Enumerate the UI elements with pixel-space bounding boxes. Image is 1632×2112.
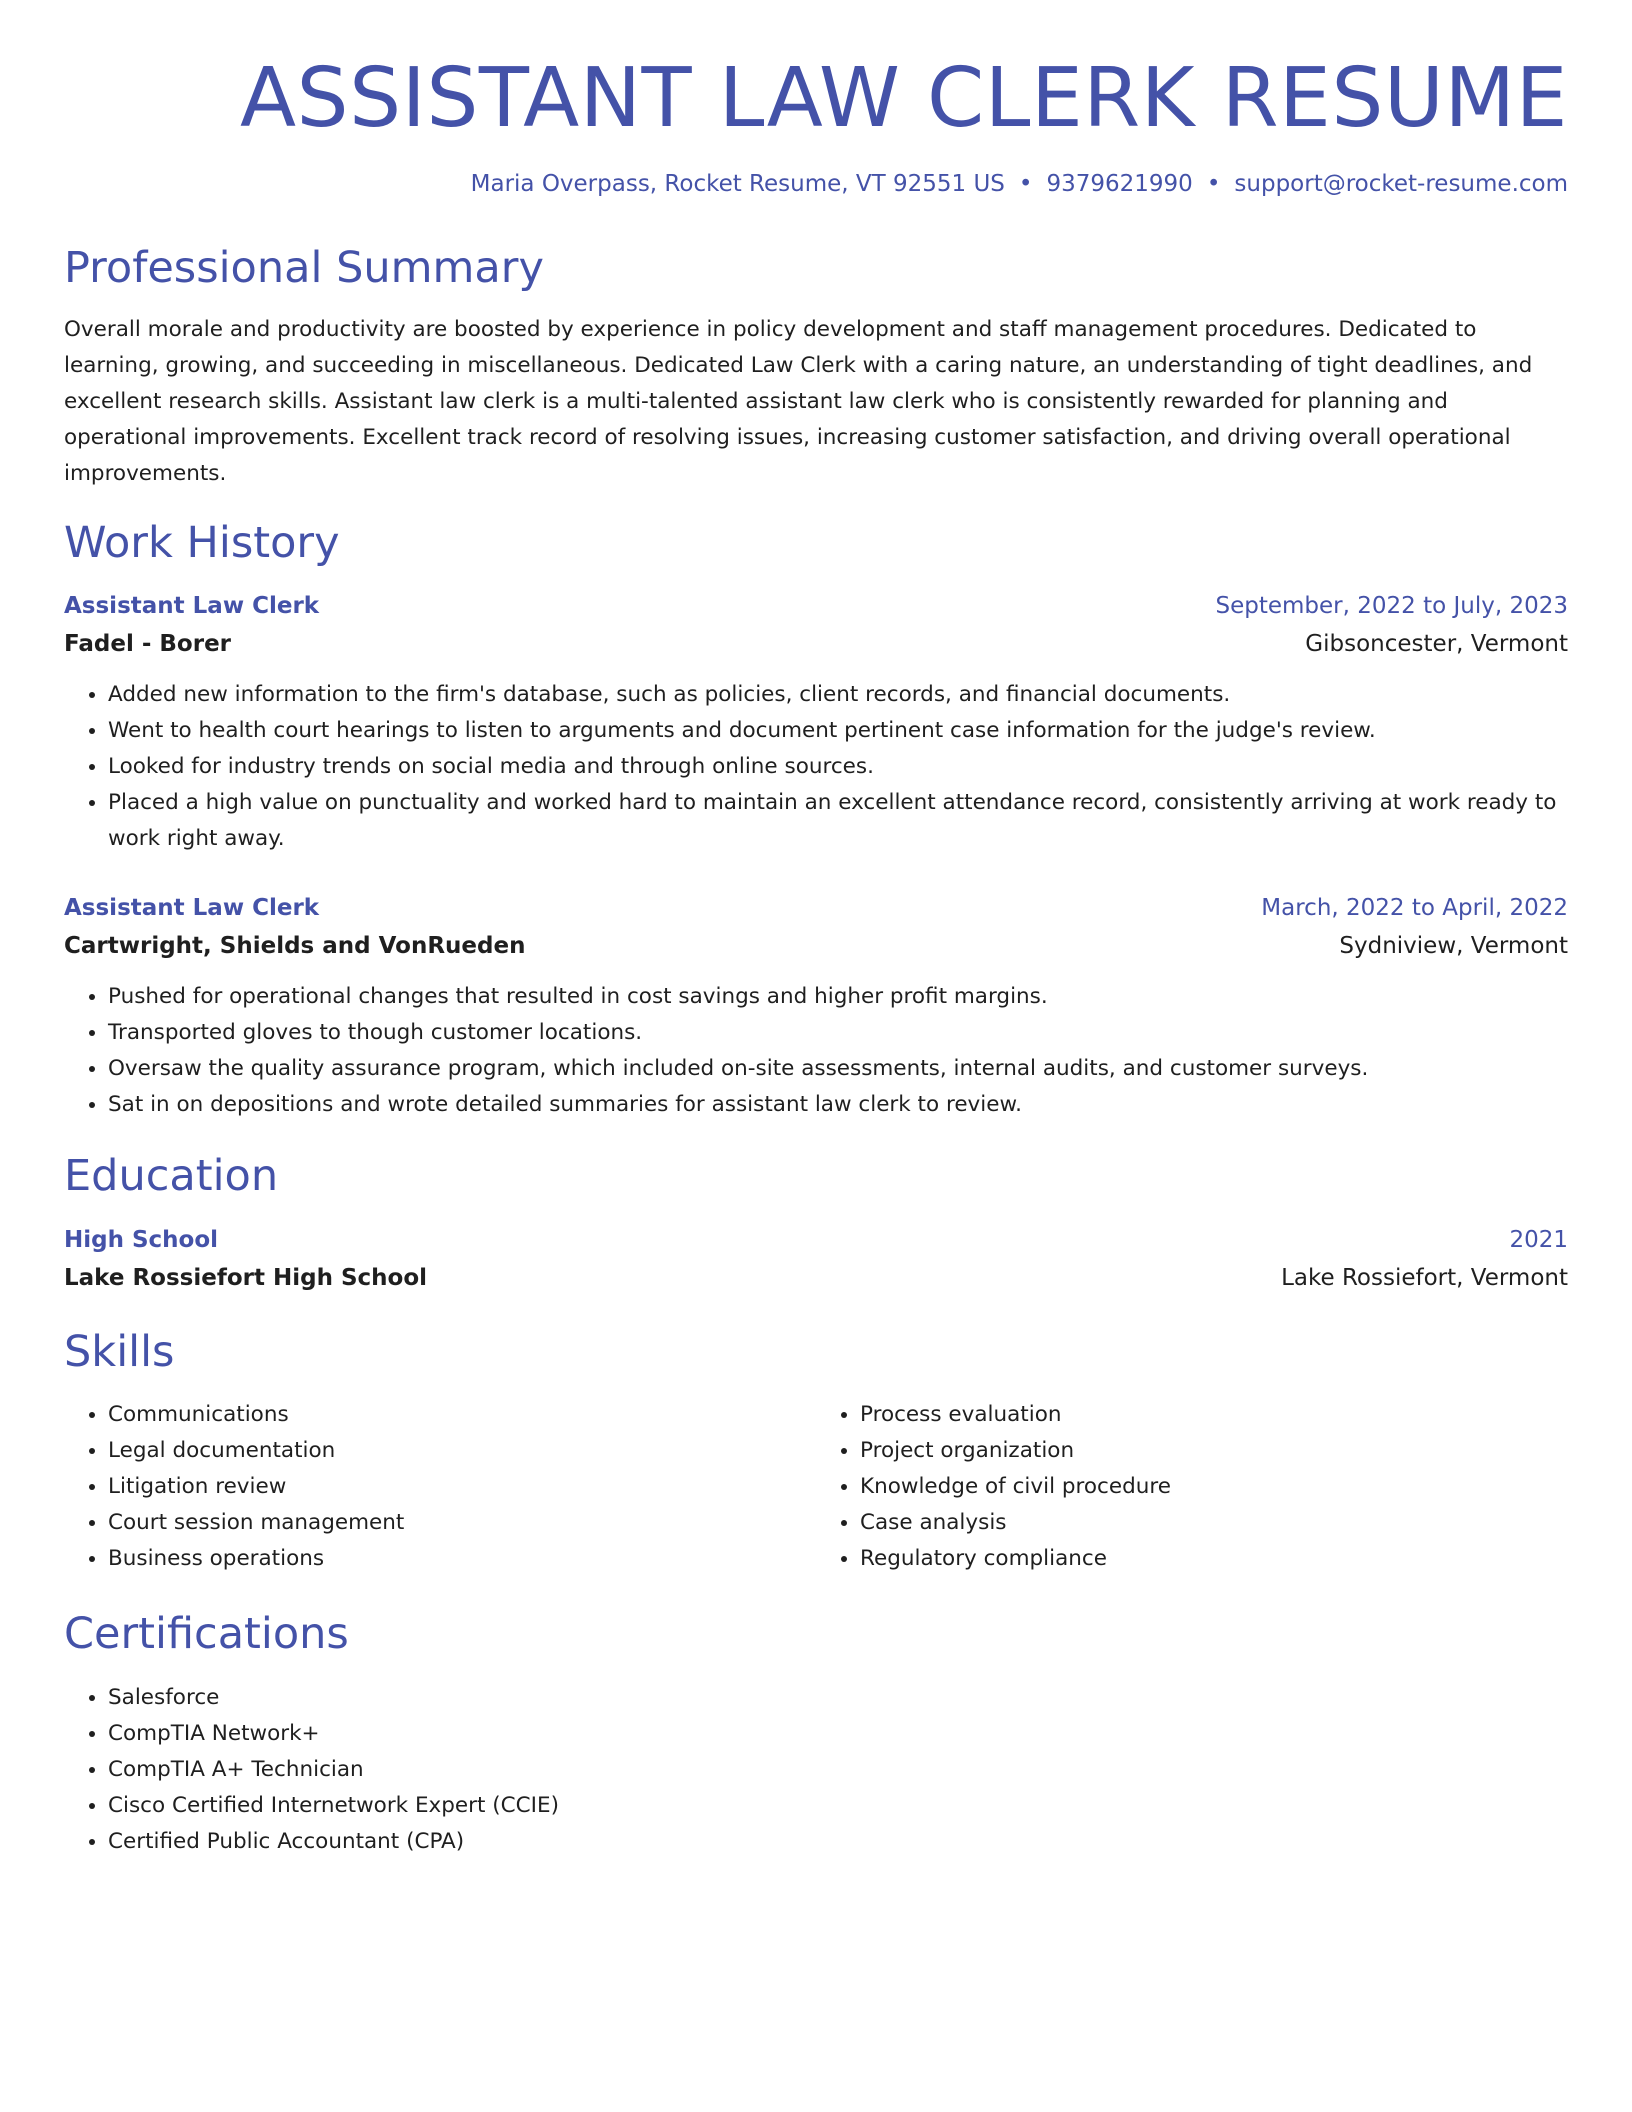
- job-dates: March, 2022 to April, 2022: [1261, 895, 1568, 922]
- contact-phone: 9379621990: [1046, 171, 1193, 198]
- education-entry: [64, 1227, 1568, 1291]
- contact-separator: •: [1206, 171, 1221, 198]
- job-bullet: • Added new information to the firm's database, such as policies, client records, and financial documents.: [108, 677, 1568, 713]
- education-year: 2021: [1509, 1226, 1568, 1253]
- section-title-work: Work History: [64, 517, 340, 568]
- skill-item: • Communications: [108, 1397, 816, 1433]
- job-title: Assistant Law Clerk: [64, 593, 320, 620]
- job-company: Cartwright, Shields and VonRueden: [64, 933, 526, 960]
- certification-item: • CompTIA Network+: [108, 1716, 1568, 1752]
- certification-item: • Certified Public Accountant (CPA): [108, 1824, 1568, 1860]
- job-location: Gibsoncester, Vermont: [1305, 631, 1568, 658]
- skill-item: • Project organization: [860, 1433, 1568, 1469]
- job-dates: September, 2022 to July, 2023: [1215, 593, 1568, 620]
- skill-item: • Process evaluation: [860, 1397, 1568, 1433]
- education-school: Lake Rossiefort High School: [64, 1264, 428, 1291]
- skills-grid: [64, 1397, 1568, 1577]
- skill-item: • Legal documentation: [108, 1433, 816, 1469]
- section-title-summary: Professional Summary: [64, 243, 544, 294]
- skill-item: • Business operations: [108, 1541, 816, 1577]
- skill-item: • Litigation review: [108, 1469, 816, 1505]
- job-entry: [64, 895, 1568, 1123]
- section-title-skills: Skills: [64, 1326, 175, 1377]
- section-title-certifications: Certifications: [64, 1608, 349, 1659]
- education-location: Lake Rossiefort, Vermont: [1281, 1264, 1568, 1291]
- job-bullet: • Pushed for operational changes that resulted in cost savings and higher profit margins.: [108, 979, 1568, 1015]
- job-bullet: • Sat in on depositions and wrote detailed summaries for assistant law clerk to review.: [108, 1087, 1568, 1123]
- summary-text: Overall morale and productivity are boosted by experience in policy development and staff management procedures. Dedicated to learning, growing, and succeeding in miscellaneous. Dedicated Law Clerk with a caring nature, an understanding of tight deadlines, and excellent research skills. Assistant law clerk is a multi-talented assistant law clerk who is consistently rewarded for planning and operational improvements. Excellent track record of resolving issues, increasing customer satisfaction, and driving overall operational improvements.: [64, 316, 1533, 486]
- job-bullet: • Oversaw the quality assurance program, which included on-site assessments, internal audits, and customer surveys.: [108, 1051, 1568, 1087]
- skills-column-left: [64, 1397, 816, 1577]
- contact-address: Maria Overpass, Rocket Resume, VT 92551 US: [470, 171, 1005, 198]
- job-bullet: • Transported gloves to though customer locations.: [108, 1015, 1568, 1051]
- education-degree: High School: [64, 1226, 219, 1253]
- skills-column-right: [816, 1397, 1568, 1577]
- skill-item: • Knowledge of civil procedure: [860, 1469, 1568, 1505]
- job-location: Sydniview, Vermont: [1339, 933, 1568, 960]
- skill-item: • Regulatory compliance: [860, 1541, 1568, 1577]
- job-title: Assistant Law Clerk: [64, 895, 320, 922]
- job-bullets: [64, 979, 1568, 1123]
- skill-item: • Case analysis: [860, 1505, 1568, 1541]
- job-bullets: [64, 677, 1568, 857]
- contact-email[interactable]: support@rocket-resume.com: [1234, 171, 1568, 198]
- job-bullet: • Looked for industry trends on social media and through online sources.: [108, 749, 1568, 785]
- contact-separator: •: [1018, 171, 1033, 198]
- section-title-education: Education: [64, 1151, 279, 1202]
- certifications-list: [64, 1680, 1568, 1860]
- skill-item: • Court session management: [108, 1505, 816, 1541]
- certification-item: • Salesforce: [108, 1680, 1568, 1716]
- resume-title: ASSISTANT LAW CLERK RESUME: [239, 51, 1568, 146]
- job-entry: [64, 593, 1568, 857]
- job-company: Fadel - Borer: [64, 631, 232, 658]
- contact-line: [64, 170, 1568, 200]
- certification-item: • CompTIA A+ Technician: [108, 1752, 1568, 1788]
- job-bullet: • Placed a high value on punctuality and worked hard to maintain an excellent attendance record, consistently arriving at work ready to work right away.: [108, 785, 1568, 857]
- certification-item: • Cisco Certified Internetwork Expert (CCIE): [108, 1788, 1568, 1824]
- job-bullet: • Went to health court hearings to listen to arguments and document pertinent case information for the judge's review.: [108, 713, 1568, 749]
